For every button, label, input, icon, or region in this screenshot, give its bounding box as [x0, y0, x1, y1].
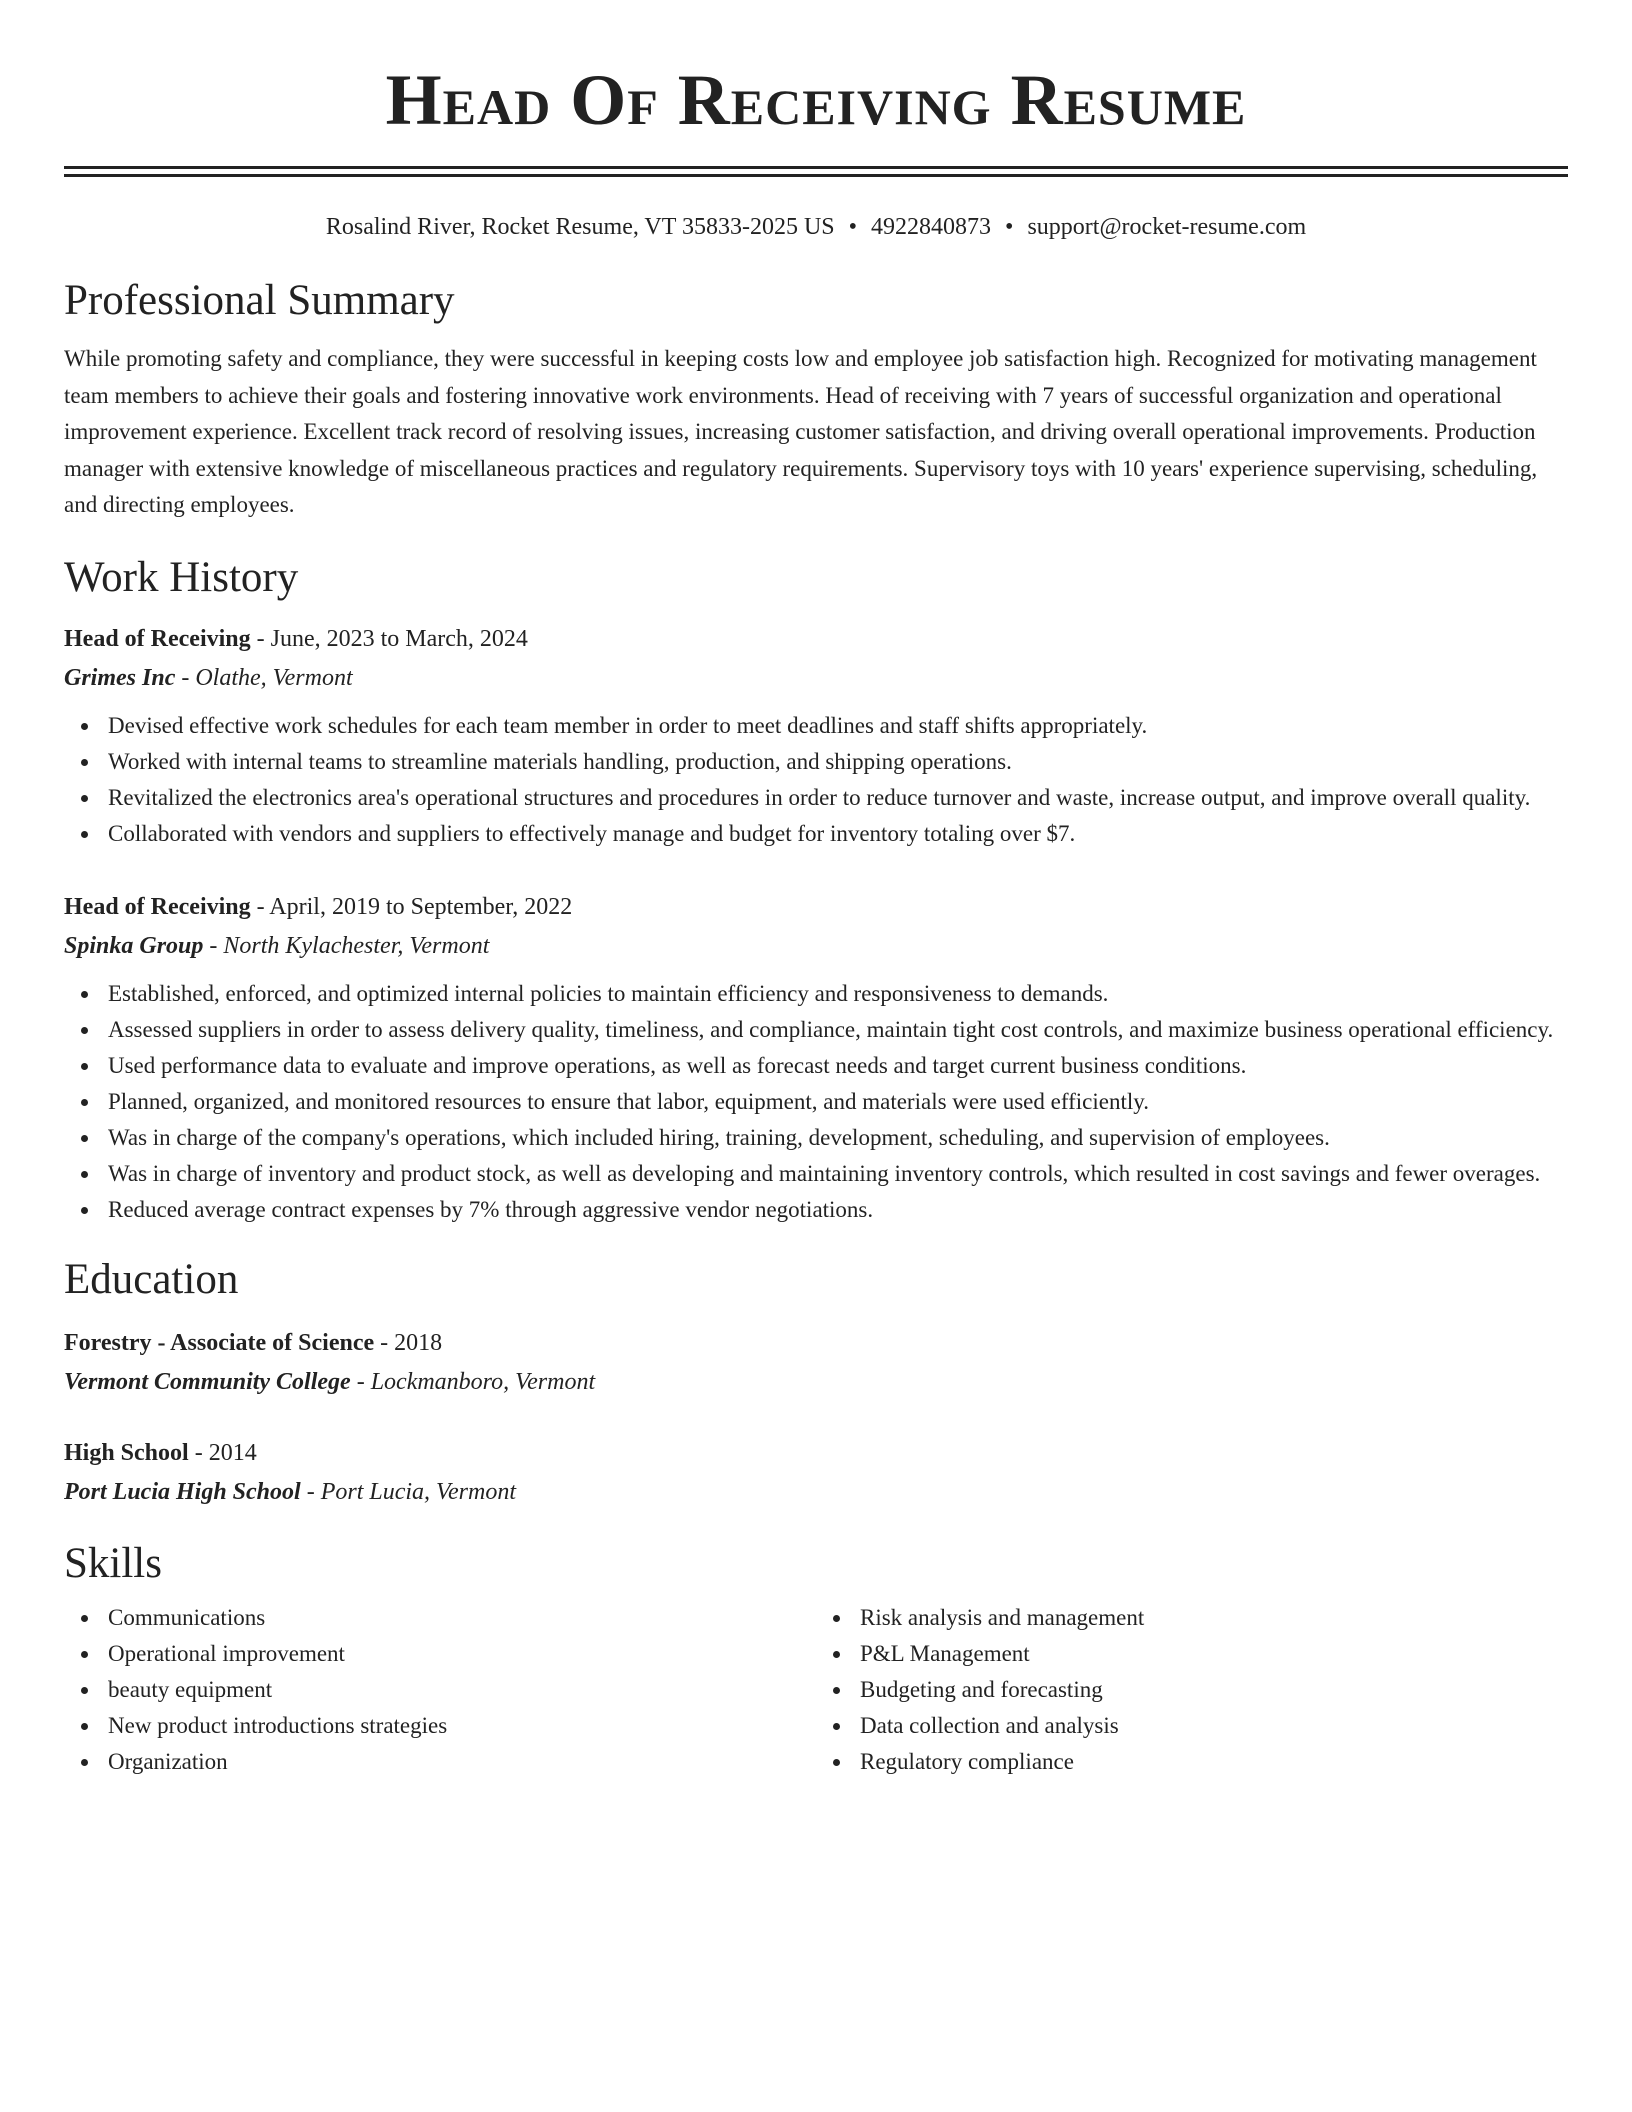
job-bullet: Assessed suppliers in order to assess delivery quality, timeliness, and compliance, maintain tight cost controls, and maximize business operational efficiency. [108, 1012, 1568, 1048]
job-dates: - April, 2019 to September, 2022 [250, 893, 573, 920]
skill-item: Organization [108, 1744, 816, 1780]
job-title-line [64, 888, 1568, 927]
job-bullet: Devised effective work schedules for each team member in order to meet deadlines and staff shifts appropriately. [108, 708, 1568, 744]
skill-item: Operational improvement [108, 1636, 816, 1672]
job-title: Head of Receiving [64, 625, 251, 652]
job-bullet: Was in charge of the company's operations, which included hiring, training, development, scheduling, and supervision of employees. [108, 1120, 1568, 1156]
job-location: - Olathe, Vermont [175, 664, 353, 691]
work-history-heading: Work History [64, 553, 299, 601]
school-location: - Lockmanboro, Vermont [350, 1368, 596, 1395]
job-bullet: Used performance data to evaluate and improve operations, as well as forecast needs and target current business conditions. [108, 1048, 1568, 1084]
skills-columns [64, 1600, 1568, 1780]
summary-heading: Professional Summary [64, 277, 455, 324]
school-name: Vermont Community College [64, 1368, 351, 1395]
skills-right-column [816, 1600, 1568, 1780]
job-bullet: Revitalized the electronics area's operational structures and procedures in order to reduce turnover and waste, increase output, and improve overall quality. [108, 780, 1568, 816]
degree-year: - 2014 [188, 1439, 257, 1466]
job-title: Head of Receiving [64, 893, 251, 920]
school-location: - Port Lucia, Vermont [300, 1478, 517, 1505]
resume-title: Head Of Receiving Resume [385, 60, 1247, 140]
contact-line [64, 211, 1568, 243]
job-company: Spinka Group [64, 932, 204, 959]
job-bullet: Reduced average contract expenses by 7% through aggressive vendor negotiations. [108, 1192, 1568, 1228]
contact-separator: • [848, 214, 858, 240]
title-double-rule [64, 166, 1568, 177]
school-line [64, 1473, 1568, 1512]
skill-item: Risk analysis and management [860, 1600, 1568, 1636]
degree-name: High School [64, 1439, 189, 1466]
degree-line [64, 1434, 1568, 1473]
job-company-line [64, 659, 1568, 698]
job-bullet: Collaborated with vendors and suppliers to effectively manage and budget for inventory totaling over $7. [108, 816, 1568, 852]
job-location: - North Kylachester, Vermont [203, 932, 490, 959]
skill-item: Communications [108, 1600, 816, 1636]
skill-item: Budgeting and forecasting [860, 1672, 1568, 1708]
education-entry [64, 1324, 1568, 1402]
contact-phone: 4922840873 [871, 214, 992, 240]
job-entry [64, 888, 1568, 1228]
job-bullet: Was in charge of inventory and product stock, as well as developing and maintaining inventory controls, which resulted in cost savings and fewer overages. [108, 1156, 1568, 1192]
summary-text: While promoting safety and compliance, they were successful in keeping costs low and employee job satisfaction high. Recognized for motivating management team members to achieve their goals and fostering innovative work environments. Head of receiving with 7 years of successful organization and operational improvement experience. Excellent track record of resolving issues, increasing customer satisfaction, and driving overall operational improvements. Production manager with extensive knowledge of miscellaneous practices and regulatory requirements. Supervisory toys with 10 years' experience supervising, scheduling, and directing employees. [64, 346, 1538, 517]
education-entry [64, 1434, 1568, 1512]
job-dates: - June, 2023 to March, 2024 [250, 625, 528, 652]
contact-separator: • [1005, 214, 1014, 240]
skill-item: P&L Management [860, 1636, 1568, 1672]
job-bullet: Worked with internal teams to streamline materials handling, production, and shipping operations. [108, 744, 1568, 780]
skill-item: beauty equipment [108, 1672, 816, 1708]
job-bullets [64, 976, 1568, 1228]
skill-item: Regulatory compliance [860, 1744, 1568, 1780]
contact-address: Rosalind River, Rocket Resume, VT 35833-2025 US [325, 214, 835, 240]
degree-year: - 2018 [374, 1329, 443, 1356]
school-line [64, 1363, 1568, 1402]
job-company-line [64, 927, 1568, 966]
job-bullets [64, 708, 1568, 852]
job-bullet: Established, enforced, and optimized internal policies to maintain efficiency and responsiveness to demands. [108, 976, 1568, 1012]
contact-email: support@rocket-resume.com [1027, 214, 1307, 240]
degree-line [64, 1324, 1568, 1363]
job-bullet: Planned, organized, and monitored resources to ensure that labor, equipment, and materials were used efficiently. [108, 1084, 1568, 1120]
job-title-line [64, 620, 1568, 659]
school-name: Port Lucia High School [64, 1478, 301, 1505]
job-entry [64, 620, 1568, 852]
skills-heading: Skills [64, 1539, 162, 1587]
skill-item: New product introductions strategies [108, 1708, 816, 1744]
degree-name: Forestry - Associate of Science [64, 1329, 375, 1356]
job-company: Grimes Inc [64, 664, 176, 691]
education-heading: Education [64, 1255, 239, 1303]
skills-left-column [64, 1600, 816, 1780]
skill-item: Data collection and analysis [860, 1708, 1568, 1744]
